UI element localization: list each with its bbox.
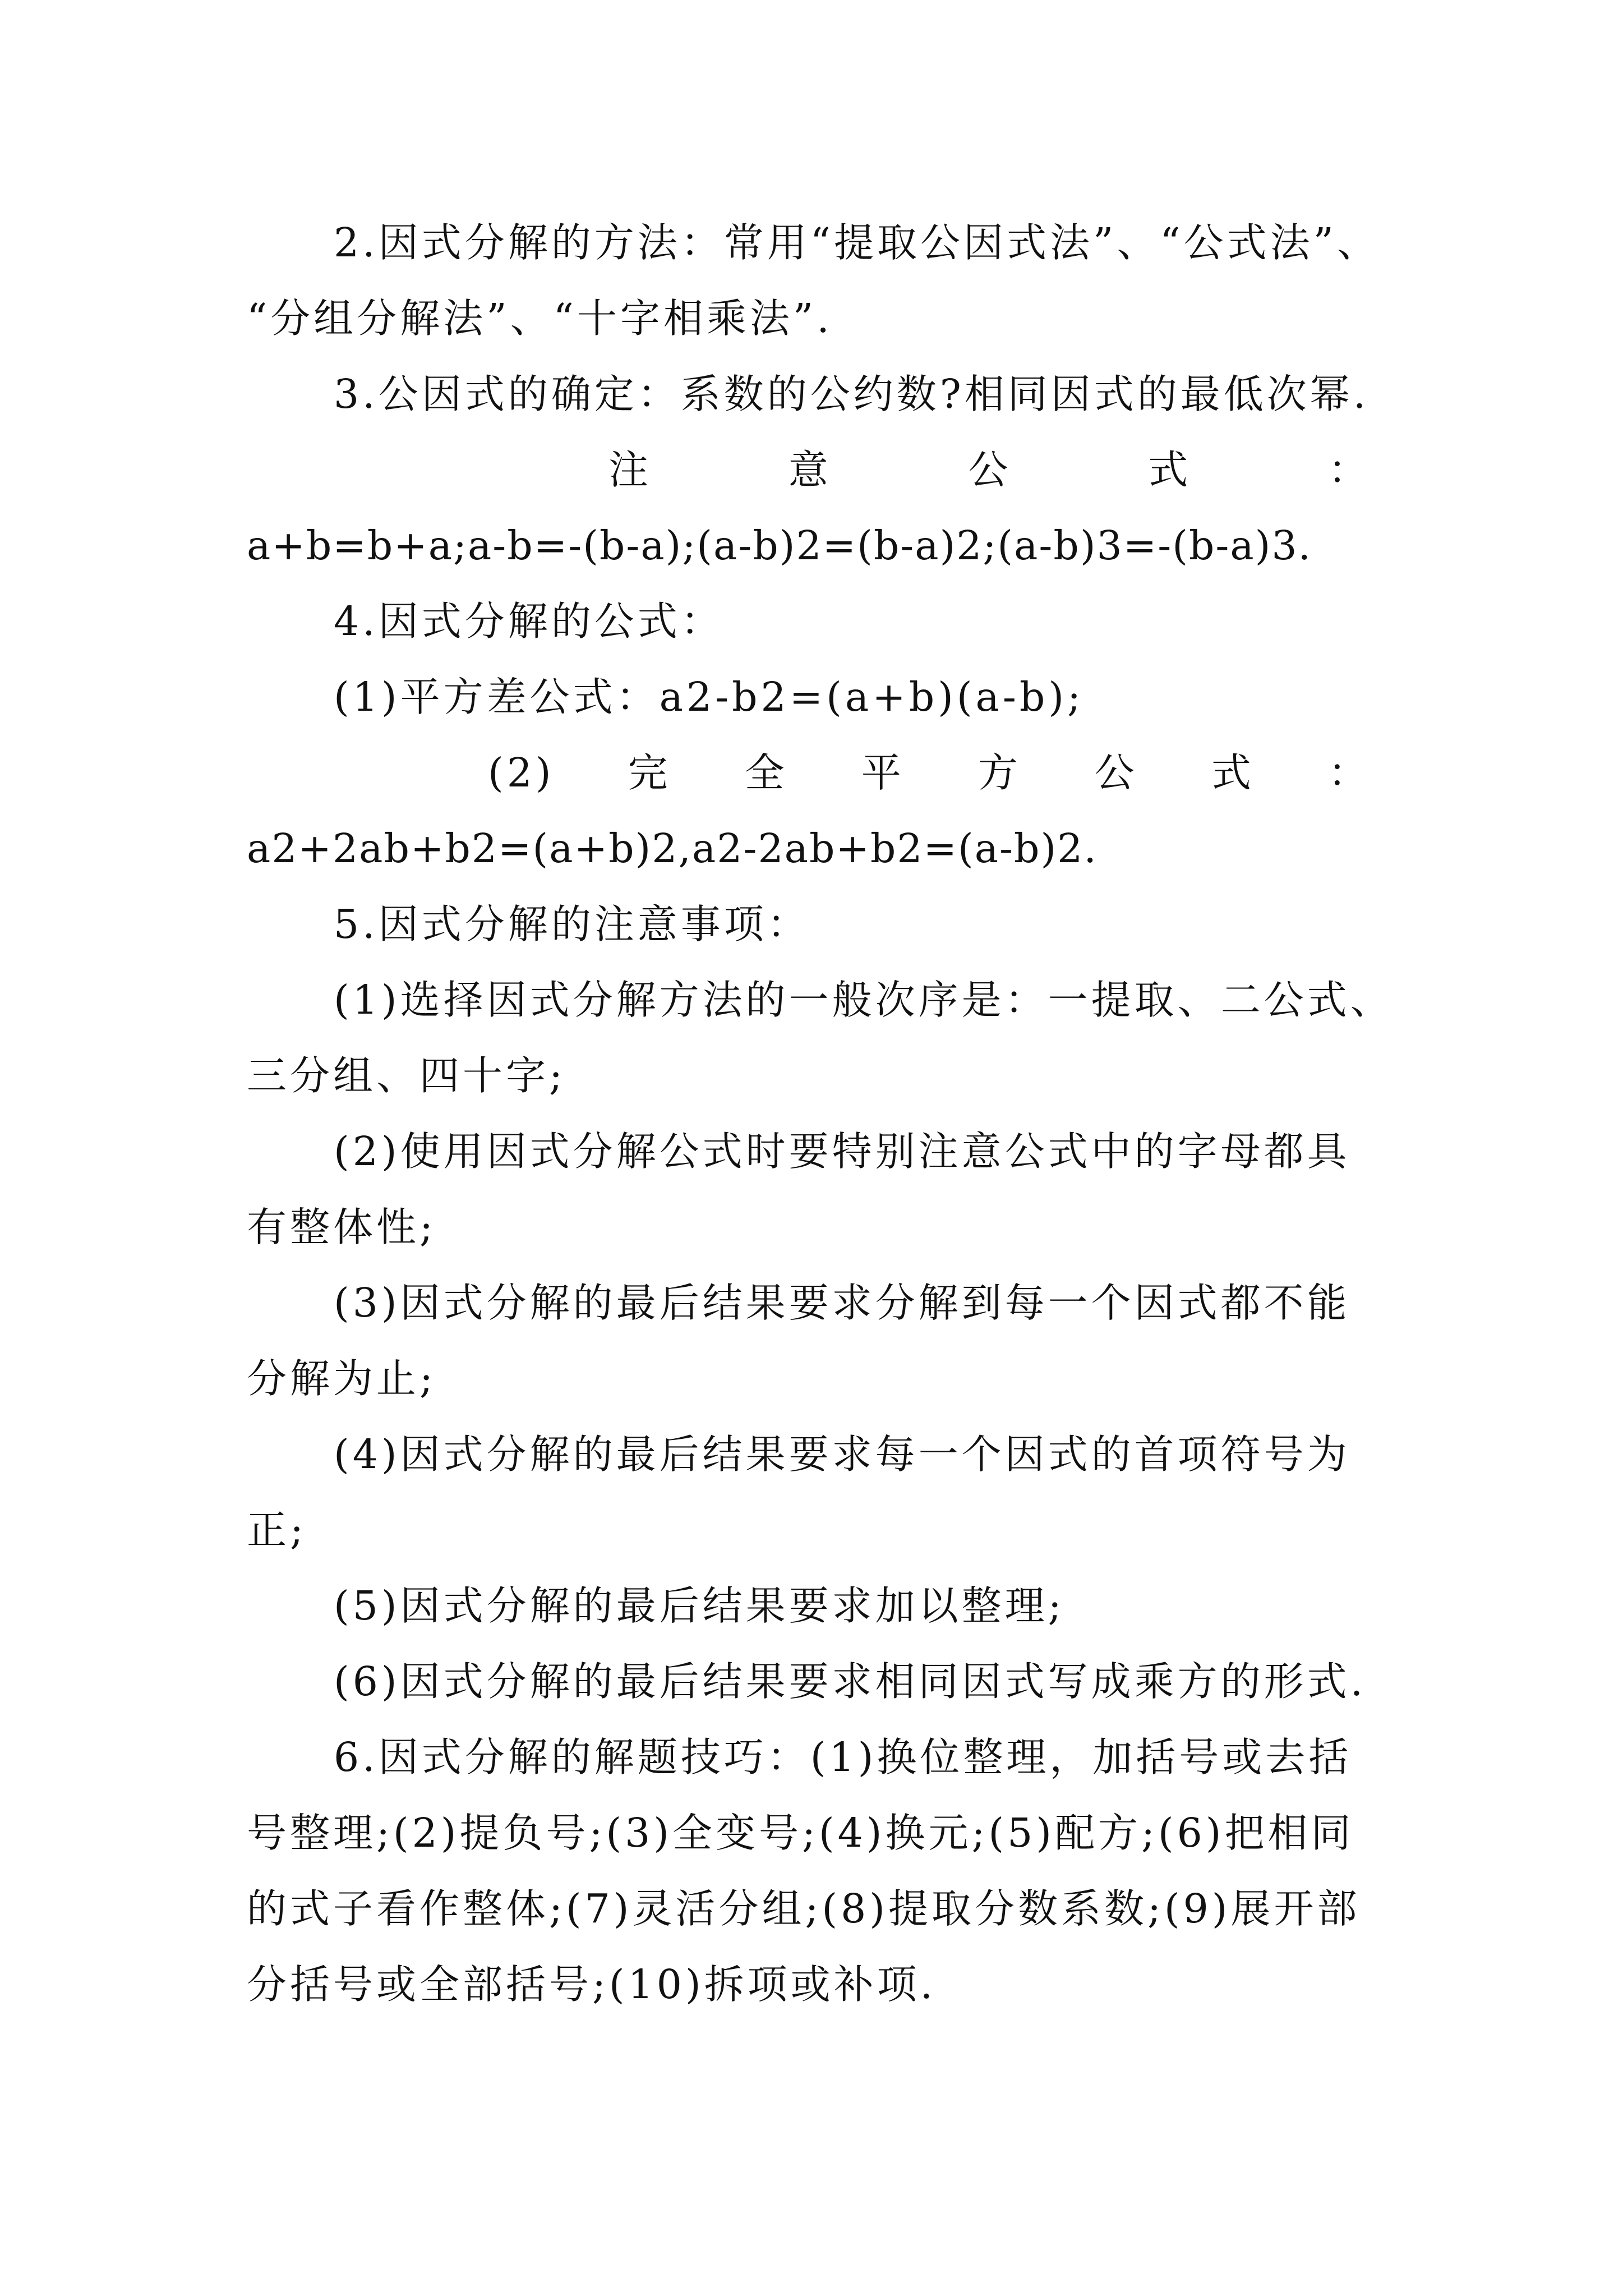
heading-char: 式 [1211,749,1255,796]
heading-char: 全 [744,749,788,796]
paragraph-line: (1)平方差公式：a2-b2=(a+b)(a-b); [334,674,1084,720]
heading-char: 完 [628,749,671,796]
paragraph-line: 4.因式分解的公式： [334,598,724,645]
paragraph-line: 6.因式分解的解题技巧：(1)换位整理，加括号或去括 [334,1734,1352,1780]
heading-char: (2) [488,749,555,796]
formula-line: a+b=b+a;a-b=-(b-a);(a-b)2=(b-a)2;(a-b)3=-(b-a)3. [247,522,1312,569]
paragraph-line: 号整理;(2)提负号;(3)全变号;(4)换元;(5)配方;(6)把相同 [247,1810,1354,1856]
paragraph-line: (5)因式分解的最后结果要求加以整理; [334,1582,1065,1629]
paragraph-line: 5.因式分解的注意事项： [334,901,810,947]
heading-char: 平 [861,749,905,796]
paragraph-line: (2)使用因式分解公式时要特别注意公式中的字母都具 [334,1128,1350,1175]
paragraph-line: (1)选择因式分解方法的一般次序是：一提取、二公式、 [334,977,1394,1023]
paragraph-line: “分组分解法”、“十字相乘法”. [247,295,833,342]
paragraph-line: (4)因式分解的最后结果要求每一个因式的首项符号为 [334,1431,1350,1478]
formula-line: a2+2ab+b2=(a+b)2,a2-2ab+b2=(a-b)2. [247,825,1098,872]
heading-char: 方 [978,749,1021,796]
paragraph-line: 分括号或全部括号;(10)拆项或补项. [247,1961,937,2008]
heading-char: 公 [968,447,1012,493]
paragraph-line: 有整体性; [247,1204,436,1250]
heading-char: 注 [608,447,652,493]
heading-char: 意 [788,447,832,493]
paragraph-line: (6)因式分解的最后结果要求相同因式写成乘方的形式. [334,1658,1367,1705]
square-formula-heading [488,748,1371,798]
paragraph-line: 三分组、四十字; [247,1052,566,1099]
heading-char: ： [1327,447,1371,493]
heading-char: 公 [1094,749,1138,796]
paragraph-line: 分解为止; [247,1355,436,1402]
paragraph-line: 3.公因式的确定：系数的公约数?相同因式的最低次幂. [334,371,1370,417]
note-formula-heading [608,445,1371,495]
heading-char: ： [1327,749,1371,796]
paragraph-line: 正; [247,1507,307,1553]
heading-char: 式 [1148,447,1192,493]
paragraph-line: 2.因式分解的方法：常用“提取公因式法”、“公式法”、 [334,219,1380,266]
paragraph-line: (3)因式分解的最后结果要求分解到每一个因式都不能 [334,1280,1350,1326]
paragraph-line: 的式子看作整体;(7)灵活分组;(8)提取分数系数;(9)展开部 [247,1885,1361,1932]
